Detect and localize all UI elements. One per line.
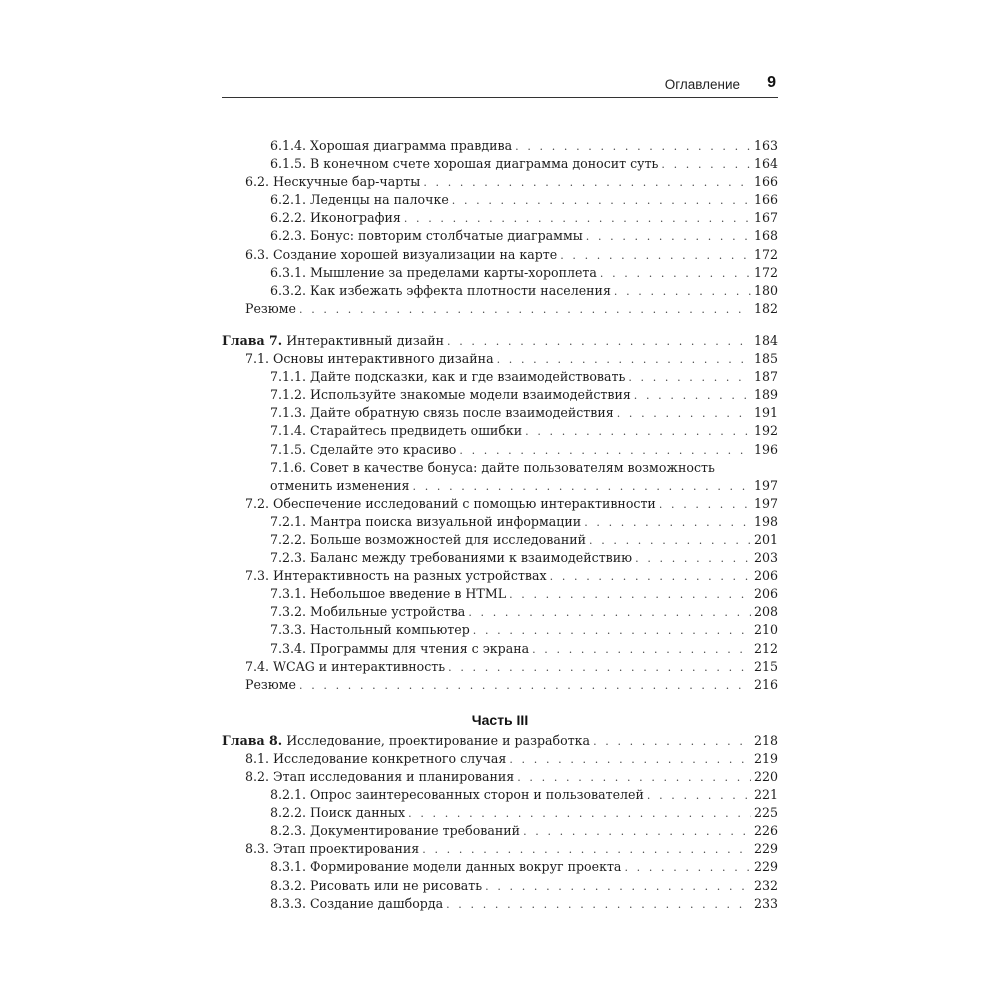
leader-dots (589, 532, 751, 550)
leader-dots (459, 442, 751, 460)
toc-entry-title: 8.3.1. Формирование модели данных вокруг проекта (270, 859, 622, 875)
toc-entry-page: 233 (753, 895, 778, 911)
part-heading: Часть III (471, 711, 529, 728)
leader-dots (659, 496, 751, 514)
toc-entry-page: 219 (753, 750, 778, 766)
leader-dots (452, 192, 751, 210)
toc-entry-title: 6.3. Создание хорошей визуализации на карте (245, 246, 558, 262)
leader-dots (661, 156, 751, 174)
header-rule (222, 97, 778, 98)
toc-entry-page: 182 (753, 300, 778, 316)
toc-entry[interactable] (222, 155, 778, 173)
toc-entry-page: 226 (753, 823, 778, 839)
toc-entry-page: 166 (753, 192, 778, 208)
toc-entry-title: 6.3.2. Как избежать эффекта плотности населения (270, 282, 611, 298)
toc-entry-page: 168 (753, 228, 778, 244)
leader-dots (509, 751, 751, 769)
leader-dots (584, 514, 751, 532)
toc-entry-page: 203 (753, 550, 778, 566)
toc-entry-title: 8.2.3. Документирование требований (270, 823, 521, 839)
toc-entry[interactable] (222, 173, 778, 191)
leader-dots (550, 568, 751, 586)
toc-entry-page: 229 (753, 859, 778, 875)
leader-dots (423, 174, 751, 192)
header-title: Оглавление (664, 77, 740, 92)
leader-dots (485, 878, 751, 896)
leader-dots (593, 733, 751, 751)
toc-entry-title: 8.3. Этап проектирования (245, 841, 420, 857)
toc-entry[interactable] (222, 191, 778, 209)
leader-dots (299, 677, 751, 695)
toc-entry-title: 7.3.2. Мобильные устройства (270, 604, 466, 620)
toc-entry-title: 6.1.5. В конечном счете хорошая диаграмма доносит суть (270, 156, 659, 172)
toc-entry[interactable] (222, 386, 778, 404)
toc-entry-page: 208 (753, 604, 778, 620)
page-number: 9 (767, 74, 776, 91)
toc-entry-page: 212 (753, 640, 778, 656)
toc-entry-page: 206 (753, 568, 778, 584)
toc-entry-title: 7.1.1. Дайте подсказки, как и где взаимодействовать (270, 369, 626, 385)
toc-block-7-2-to-end (222, 495, 778, 694)
toc-entry[interactable] (222, 804, 778, 822)
toc-entry-title: Резюме (245, 676, 297, 692)
toc-entry-title: 8.2. Этап исследования и планирования (245, 769, 515, 784)
toc-entry-title: 8.2.2. Поиск данных (270, 805, 406, 821)
toc-entry[interactable] (222, 676, 778, 694)
toc-entry-page: 225 (753, 805, 778, 821)
toc-entry-title: 7.3.3. Настольный компьютер (270, 622, 470, 638)
chapter-label: Глава 7. (222, 332, 283, 348)
leader-dots (408, 805, 751, 823)
leader-dots (600, 265, 751, 283)
toc-entry-title: 7.1.5. Сделайте это красиво (270, 441, 457, 457)
toc-entry[interactable] (222, 750, 778, 768)
spacer (222, 318, 778, 332)
toc-entry[interactable] (222, 137, 778, 155)
running-header (222, 74, 778, 96)
toc-entry[interactable] (222, 227, 778, 245)
toc-entry[interactable] (222, 786, 778, 804)
toc-entry-page: 172 (753, 264, 778, 280)
toc-entry-title: 7.3.4. Программы для чтения с экрана (270, 640, 530, 656)
toc-entry[interactable] (222, 822, 778, 840)
toc-entry[interactable] (222, 404, 778, 422)
toc-entry-page: 232 (753, 877, 778, 893)
toc-entry[interactable] (222, 300, 778, 318)
leader-dots (473, 622, 751, 640)
toc-entry-page: 184 (753, 332, 778, 348)
toc-entry-title: 6.2.1. Леденцы на палочке (270, 192, 449, 208)
toc-entry-page: 164 (753, 156, 778, 172)
toc-entry-page: 201 (753, 531, 778, 547)
toc-entry-title: 7.3. Интерактивность на разных устройствах (245, 568, 547, 584)
leader-dots (404, 210, 751, 228)
leader-dots (635, 550, 751, 568)
leader-dots (586, 228, 751, 246)
leader-dots (299, 301, 751, 319)
toc-entry-page: 197 (753, 477, 778, 493)
toc-entry[interactable] (222, 658, 778, 676)
toc-entry-7-1-6-line1[interactable] (222, 459, 778, 477)
toc-entry-page: 218 (753, 732, 778, 748)
toc-entry-page: 166 (753, 174, 778, 190)
leader-dots (517, 769, 751, 787)
chapter-title: Интерактивный дизайн (286, 332, 445, 348)
toc-entry-title: 7.1.6. Совет в качестве бонуса: дайте пользователям возможность (270, 459, 715, 475)
toc-entry[interactable] (222, 513, 778, 531)
toc-entry-page: 185 (753, 351, 778, 367)
toc-entry-page: 189 (753, 387, 778, 403)
toc-entry-page: 216 (753, 676, 778, 692)
toc-entry-page: 180 (753, 282, 778, 298)
toc-entry[interactable] (222, 282, 778, 300)
toc-entry-title: 7.1.2. Используйте знакомые модели взаимодействия (270, 387, 631, 403)
leader-dots (614, 283, 751, 301)
toc-entry-title: 6.1.4. Хорошая диаграмма правдива (270, 138, 513, 153)
toc-entry-page: 196 (753, 441, 778, 457)
leader-dots (628, 369, 751, 387)
toc-entry-page: 198 (753, 513, 778, 529)
chapter-label: Глава 8. (222, 732, 283, 748)
toc-entry-title: 7.1.3. Дайте обратную связь после взаимодействия (270, 405, 614, 421)
toc-entry-title: 8.3.2. Рисовать или не рисовать (270, 877, 483, 893)
toc-entry[interactable] (222, 768, 778, 786)
toc-entry-title: 8.1. Исследование конкретного случая (245, 750, 507, 766)
spacer (222, 694, 778, 708)
toc-entry[interactable] (222, 495, 778, 513)
leader-dots (497, 351, 751, 369)
toc-entry[interactable] (222, 858, 778, 876)
toc-entry-title: 7.2.1. Мантра поиска визуальной информации (270, 513, 582, 529)
toc-entry-page: 206 (753, 586, 778, 602)
toc-entry[interactable] (222, 640, 778, 658)
leader-dots (448, 659, 751, 677)
toc-block-7-1 (222, 350, 778, 459)
leader-dots (525, 423, 751, 441)
toc-entry[interactable] (222, 441, 778, 459)
toc-entry-page: 163 (753, 138, 778, 153)
toc-entry-title: отменить изменения (270, 477, 410, 493)
toc-chapter-8[interactable] (222, 732, 778, 750)
toc-entry[interactable] (222, 264, 778, 282)
toc-entry[interactable] (222, 531, 778, 549)
toc-entry-title: 7.1. Основы интерактивного дизайна (245, 351, 494, 367)
toc-entry-title: 6.3.1. Мышление за пределами карты-хороплета (270, 264, 597, 280)
table-of-contents (222, 137, 778, 913)
leader-dots (560, 247, 751, 265)
toc-entry-title: 7.4. WCAG и интерактивность (245, 658, 446, 674)
leader-dots (617, 405, 751, 423)
toc-entry[interactable] (222, 840, 778, 858)
toc-entry-page: 210 (753, 622, 778, 638)
toc-entry[interactable] (222, 246, 778, 264)
toc-entry[interactable] (222, 368, 778, 386)
leader-dots (447, 333, 751, 351)
toc-entry-title: 8.3.3. Создание дашборда (270, 895, 444, 911)
toc-entry-title (222, 332, 444, 350)
toc-entry-page: 229 (753, 841, 778, 857)
leader-dots (515, 138, 751, 156)
toc-entry[interactable] (222, 422, 778, 440)
toc-entry-title: 7.2. Обеспечение исследований с помощью интерактивности (245, 495, 656, 511)
toc-entry[interactable] (222, 621, 778, 639)
toc-entry-page: 192 (753, 423, 778, 439)
toc-entry[interactable] (222, 603, 778, 621)
toc-entry-title: 7.1.4. Старайтесь предвидеть ошибки (270, 423, 523, 439)
leader-dots (647, 787, 751, 805)
leader-dots (422, 841, 751, 859)
leader-dots (624, 859, 751, 877)
toc-entry-title (222, 732, 590, 750)
leader-dots (634, 387, 751, 405)
toc-entry-7-1-6-line2[interactable] (222, 477, 778, 495)
toc-block-chapter6-end (222, 137, 778, 318)
chapter-title: Исследование, проектирование и разработка (286, 732, 591, 748)
toc-entry-title: 7.2.3. Баланс между требованиями к взаимодействию (270, 550, 633, 566)
toc-entry[interactable] (222, 350, 778, 368)
toc-entry-page: 220 (753, 769, 778, 784)
toc-entry[interactable] (222, 895, 778, 913)
leader-dots (413, 478, 751, 496)
toc-entry-page: 187 (753, 369, 778, 385)
toc-entry-title: Резюме (245, 300, 297, 316)
toc-entry-title: 6.2.2. Иконография (270, 210, 401, 226)
toc-entry-page: 221 (753, 787, 778, 803)
toc-entry-title: 6.2. Нескучные бар-чарты (245, 174, 421, 190)
toc-block-chapter8 (222, 750, 778, 913)
toc-entry-page: 167 (753, 210, 778, 226)
toc-entry[interactable] (222, 209, 778, 227)
toc-entry-title: 7.2.2. Больше возможностей для исследований (270, 531, 587, 547)
toc-entry-title: 6.2.3. Бонус: повторим столбчатые диаграммы (270, 228, 583, 244)
toc-entry-page: 197 (753, 495, 778, 511)
toc-entry[interactable] (222, 549, 778, 567)
toc-entry-page: 215 (753, 658, 778, 674)
leader-dots (532, 641, 751, 659)
toc-entry-page: 191 (753, 405, 778, 421)
toc-chapter-7[interactable] (222, 332, 778, 350)
toc-entry-page: 172 (753, 246, 778, 262)
leader-dots (446, 896, 751, 914)
toc-entry[interactable] (222, 585, 778, 603)
leader-dots (523, 823, 751, 841)
toc-entry-title: 8.2.1. Опрос заинтересованных сторон и пользователей (270, 787, 644, 803)
toc-entry[interactable] (222, 877, 778, 895)
leader-dots (468, 604, 751, 622)
leader-dots (509, 586, 751, 604)
toc-entry-title: 7.3.1. Небольшое введение в HTML (270, 586, 507, 602)
toc-entry[interactable] (222, 567, 778, 585)
